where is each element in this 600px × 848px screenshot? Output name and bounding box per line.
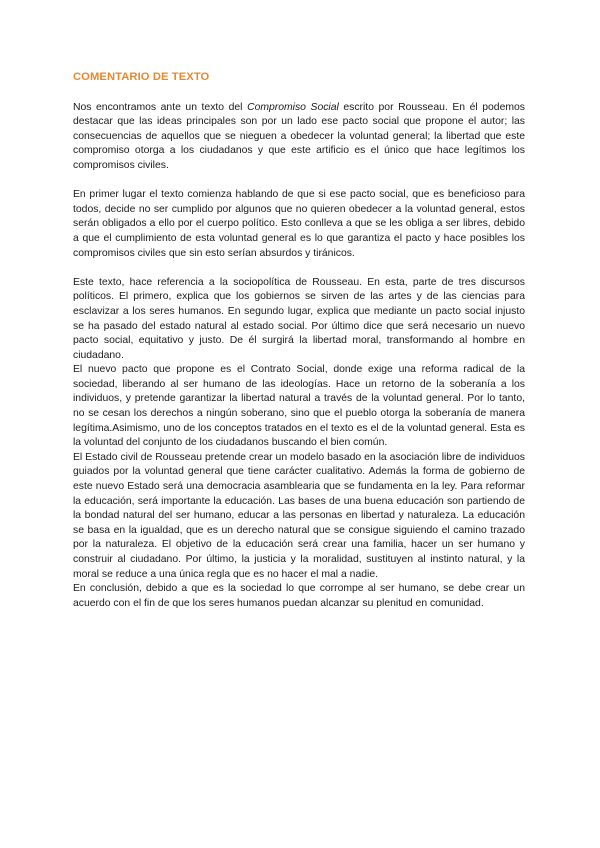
paragraph-intro-rest: escrito por Rousseau. En él podemos destacar que las ideas principales son por un lado ese pacto social que propone el autor; las consecuencias de aquellos que se nieguen a obedecer la voluntad general; la libertad que este compromiso otorga a los ciudadanos y que este artificio es el único que hace legítimos los compromisos civiles. <box>73 101 525 171</box>
document-page <box>73 70 525 611</box>
document-title: COMENTARIO DE TEXTO <box>73 71 210 83</box>
paragraph-conclusion: En conclusión, debido a que es la sociedad lo que corrompe al ser humano, se debe crear un acuerdo con el fin de que los seres humanos puedan alcanzar su plenitud en comunidad. <box>73 583 525 609</box>
paragraph-intro <box>73 101 525 174</box>
paragraph-intro-lead: Nos encontramos ante un texto del <box>73 101 248 113</box>
paragraph-first-point: En primer lugar el texto comienza hablando de que si ese pacto social, que es beneficioso para todos, decide no ser cumplido por algunos que no quieren obedecer a la voluntad general, estos serán obligados a ello por el cuerpo político. Esto conlleva a que se les obliga a ser libres, debido a que el cumplimiento de esta voluntad general es lo que garantiza el pacto y hace posibles los compromisos civiles que sin esto serían absurdos y tiránicos. <box>73 189 525 259</box>
paragraph-civil-state: El Estado civil de Rousseau pretende crear un modelo basado en la asociación libre de individuos guiados por la voluntad general que tiene carácter cualitativo. Además la forma de gobierno de este nuevo Estado será una democracia asamblearia que se fundamenta en la ley. Para reformar la educación, será importante la educación. Las bases de una buena educación son partiendo de la bondad natural del ser humano, educar a las personas en libertad y naturaleza. La educación se basa en la igualdad, que es un derecho natural que se consigue siguiendo el camino trazado por la naturaleza. El objetivo de la educación será crear una familia, hacer un ser humano y construir al ciudadano. Por último, la justicia y la moralidad, sustituyen al instinto natural, y la moral se reduce a una única regla que es no hacer el mal a nadie. <box>73 451 525 580</box>
paragraph-sociopolitics: Este texto, hace referencia a la sociopolítica de Rousseau. En esta, parte de tres discursos políticos. El primero, explica que los gobiernos se sirven de las artes y de las ciencias para esclavizar a los seres humanos. En segundo lugar, explica que mediante un pacto social injusto se ha pasado del estado natural al estado social. Por último dice que será necesario un nuevo pacto social, equitativo y justo. De él surgirá la libertad moral, transformando al hombre en ciudadano. <box>73 276 525 361</box>
paragraph-social-contract: El nuevo pacto que propone es el Contrato Social, donde exige una reforma radical de la sociedad, liberando al ser humano de las ideologías. Hace un retorno de la soberanía a los individuos, y pretende garantizar la libertad natural a través de la voluntad general. Por lo tanto, no se cesan los derechos a ningún soberano, sino que el pueblo otorga la soberanía de manera legítima.Asimismo, uno de los conceptos tratados en el texto es el de la voluntad general. Esta es la voluntad del conjunto de los ciudadanos buscando el bien común. <box>73 364 525 449</box>
work-title: Compromiso Social <box>247 101 339 113</box>
